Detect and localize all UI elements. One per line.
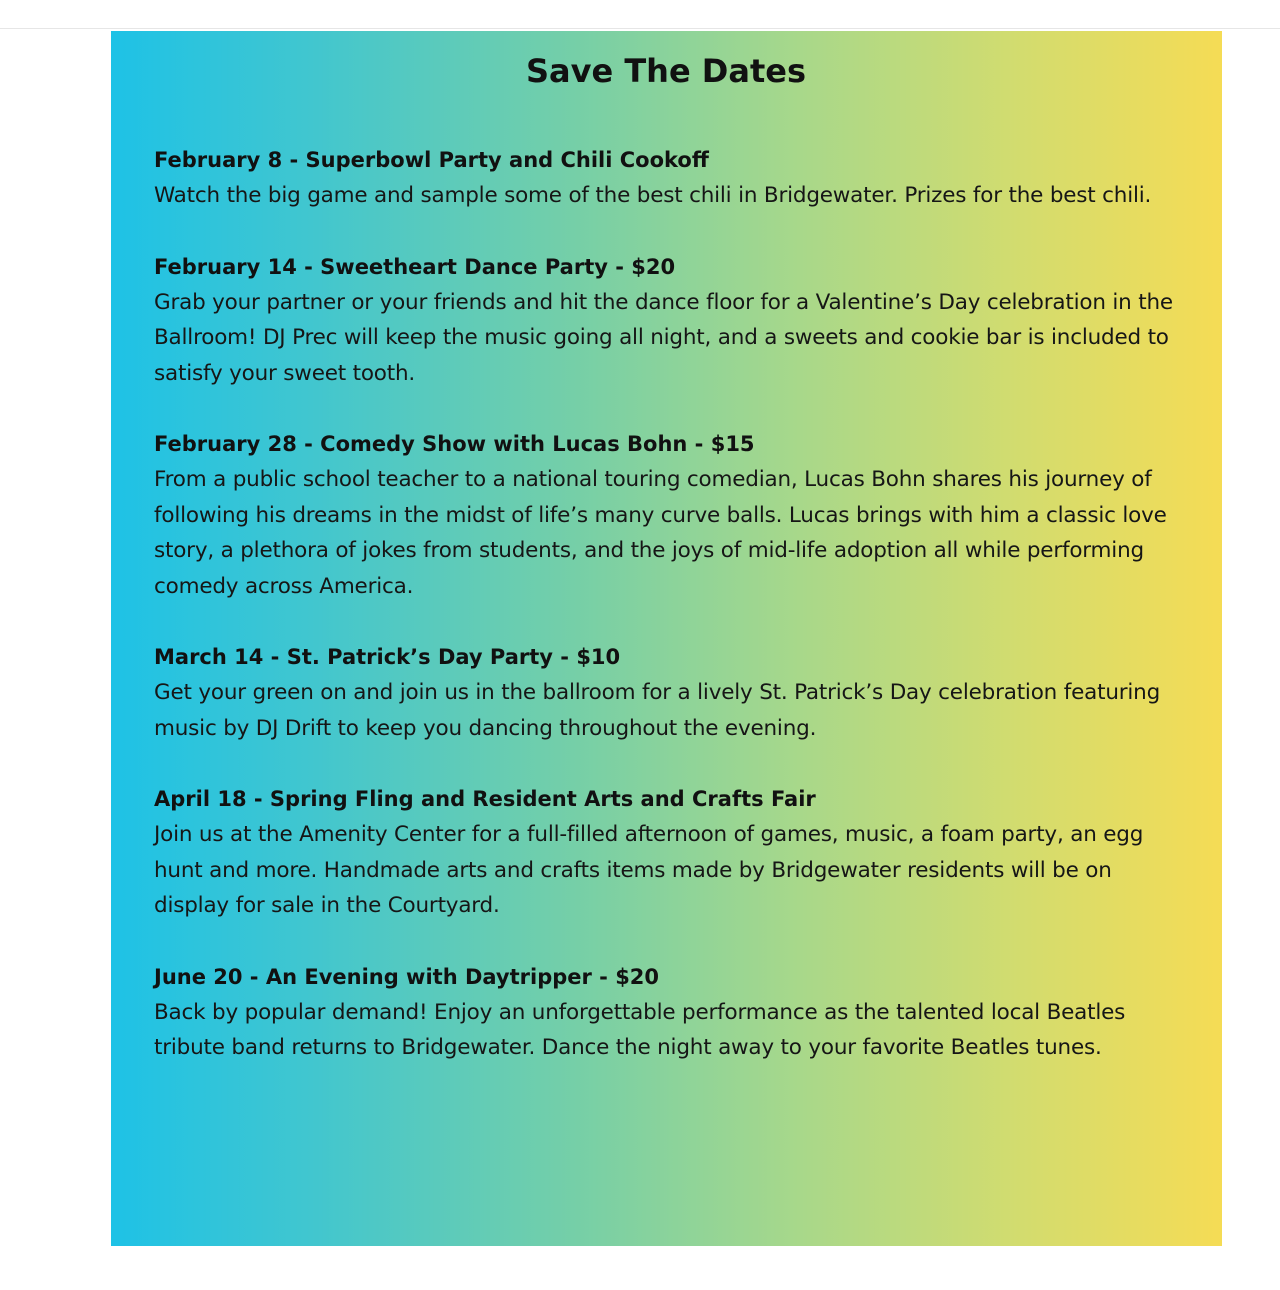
- event-description: Join us at the Amenity Center for a full-filled afternoon of games, music, a foam party, an egg hunt and more. Handmade arts and crafts items made by Bridgewater residents will be on display for sale in the Courtyard.: [154, 822, 1144, 918]
- event-item: [154, 427, 1178, 604]
- event-description: Watch the big game and sample some of the best chili in Bridgewater. Prizes for the best chili.: [154, 183, 1152, 208]
- event-item: [154, 960, 1178, 1066]
- event-item: [154, 143, 1178, 214]
- top-divider: [0, 28, 1280, 29]
- event-item: [154, 250, 1178, 392]
- event-list: [154, 143, 1178, 1066]
- event-heading: February 8 - Superbowl Party and Chili Cookoff: [154, 148, 709, 172]
- event-heading: June 20 - An Evening with Daytripper - $20: [154, 964, 660, 989]
- event-item: [154, 782, 1178, 924]
- page-title: Save The Dates: [526, 52, 806, 90]
- event-description: Back by popular demand! Enjoy an unforgettable performance as the talented local Beatles tribute band returns to Bridgewater. Dance the night away to your favorite Beatles tunes.: [154, 999, 1126, 1060]
- event-description: Get your green on and join us in the ballroom for a lively St. Patrick’s Day celebration featuring music by DJ Drift to keep you dancing throughout the evening.: [154, 680, 1161, 741]
- event-heading: February 14 - Sweetheart Dance Party - $20: [154, 254, 676, 279]
- save-the-dates-panel: [111, 31, 1222, 1246]
- event-description: Grab your partner or your friends and hit the dance floor for a Valentine’s Day celebration in the Ballroom! DJ Prec will keep the music going all night, and a sweets and cookie bar is included to satisfy your sweet tooth.: [154, 289, 1173, 386]
- event-heading: April 18 - Spring Fling and Resident Arts and Crafts Fair: [154, 787, 816, 811]
- event-item: [154, 640, 1178, 746]
- event-heading: February 28 - Comedy Show with Lucas Bohn - $15: [154, 432, 755, 456]
- event-heading: March 14 - St. Patrick’s Day Party - $10: [154, 645, 621, 669]
- event-description: From a public school teacher to a national touring comedian, Lucas Bohn shares his journey of following his dreams in the midst of life’s many curve balls. Lucas brings with him a classic love story, a plethora of jokes from students, and the joys of mid-life adoption all while performing comedy across America.: [154, 467, 1167, 599]
